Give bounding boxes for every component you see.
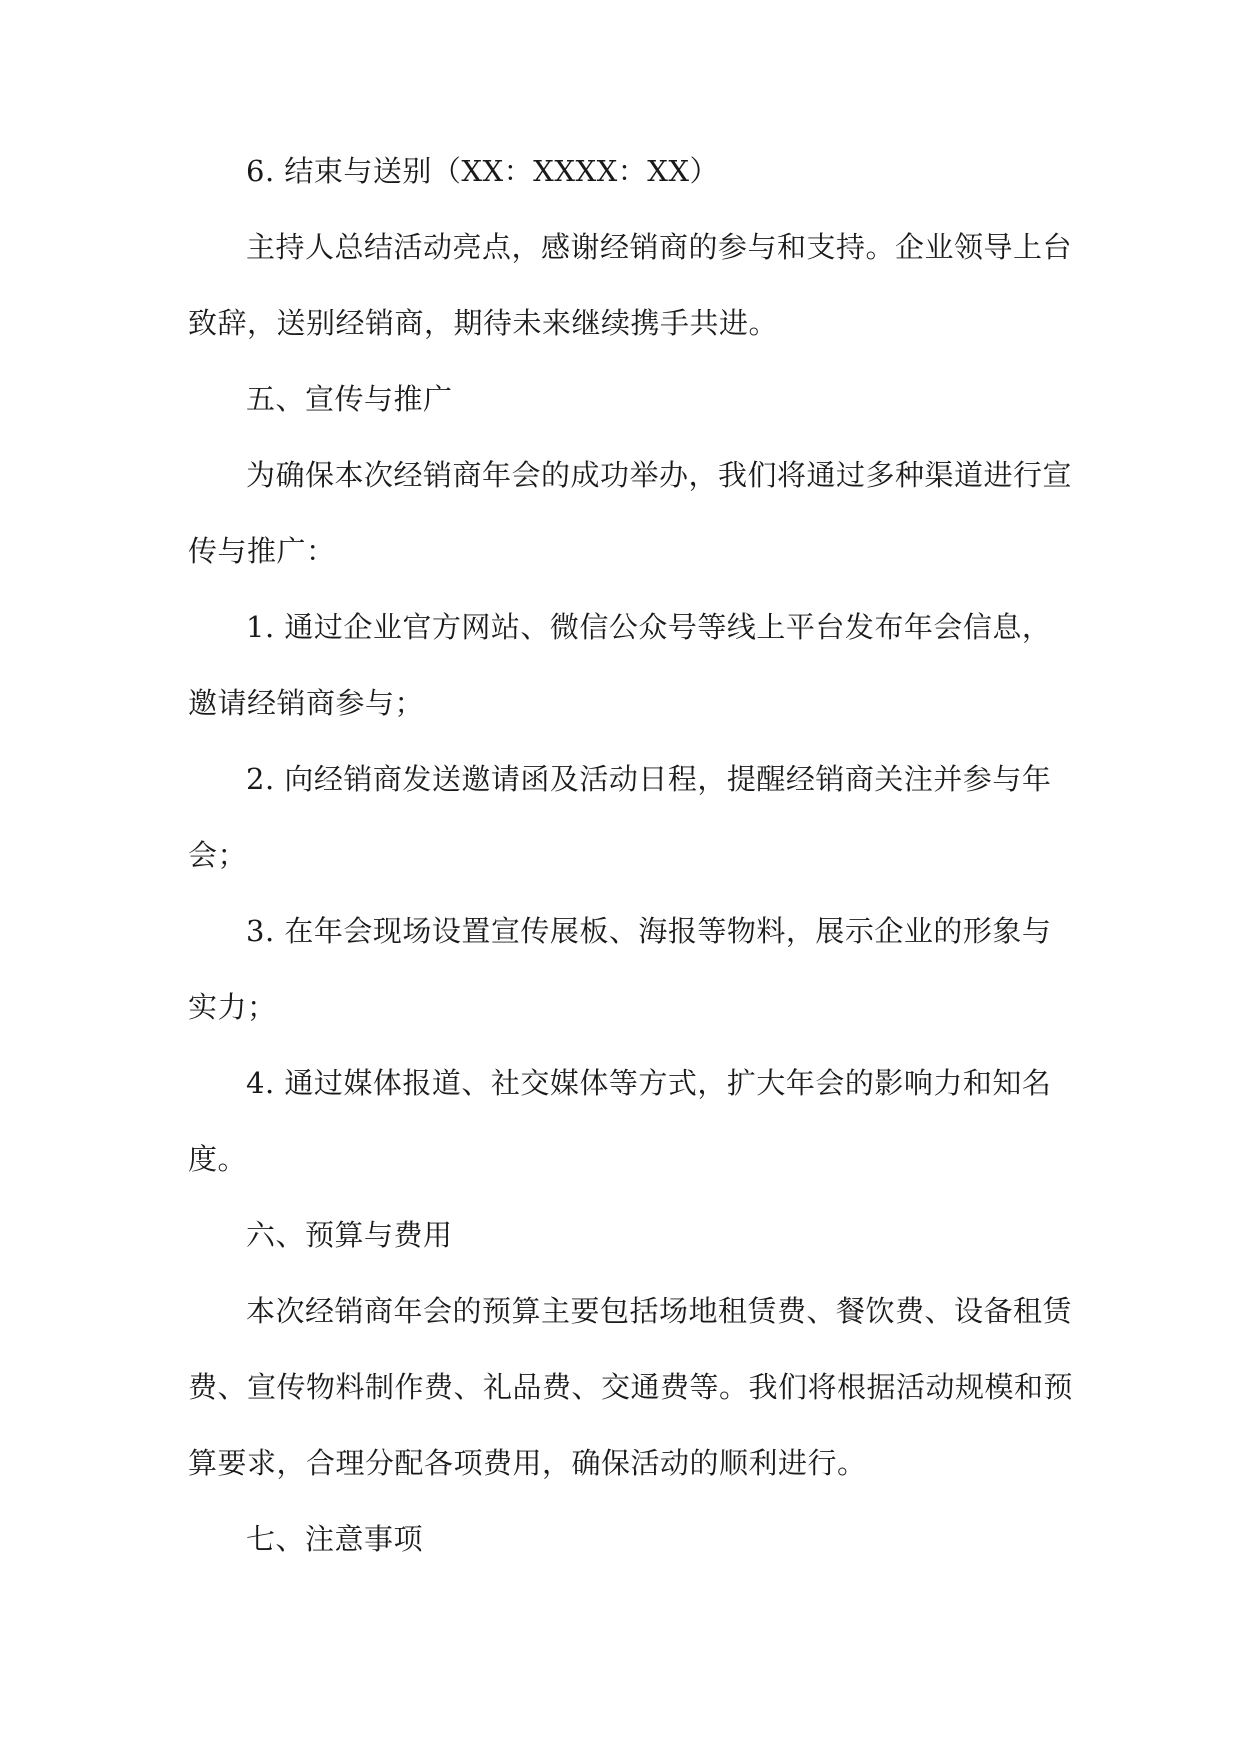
list-item-3-line-2: 实力； [188, 990, 277, 1024]
section-5-heading: 五、宣传与推广 [246, 382, 453, 416]
paragraph-promotion-line-2: 传与推广： [188, 534, 336, 568]
paragraph-budget-line-3: 算要求，合理分配各项费用，确保活动的顺利进行。 [188, 1446, 867, 1480]
paragraph-budget-line-1: 本次经销商年会的预算主要包括场地租赁费、餐饮费、设备租赁 [246, 1294, 1073, 1328]
list-item-1-line-1: 1. 通过企业官方网站、微信公众号等线上平台发布年会信息， [246, 610, 1052, 644]
list-item-2-line-2: 会； [188, 838, 248, 872]
paragraph-promotion-line-1: 为确保本次经销商年会的成功举办，我们将通过多种渠道进行宣 [246, 458, 1073, 492]
section-6-heading: 六、预算与费用 [246, 1218, 453, 1252]
list-item-3-line-1: 3. 在年会现场设置宣传展板、海报等物料，展示企业的形象与 [246, 914, 1052, 948]
section-7-heading: 七、注意事项 [246, 1522, 424, 1556]
list-item-1-line-2: 邀请经销商参与； [188, 686, 425, 720]
paragraph-budget-line-2: 费、宣传物料制作费、礼品费、交通费等。我们将根据活动规模和预 [188, 1370, 1074, 1404]
list-item-4-line-2: 度。 [188, 1142, 248, 1176]
paragraph-closing-line-1: 主持人总结活动亮点，感谢经销商的参与和支持。企业领导上台 [246, 230, 1073, 264]
paragraph-closing-line-2: 致辞，送别经销商，期待未来继续携手共进。 [188, 306, 779, 340]
list-item-2-line-1: 2. 向经销商发送邀请函及活动日程，提醒经销商关注并参与年 [246, 762, 1052, 796]
list-item-4-line-1: 4. 通过媒体报道、社交媒体等方式，扩大年会的影响力和知名 [246, 1066, 1052, 1100]
item-6-heading: 6. 结束与送别（XX：XXXX：XX） [246, 154, 720, 188]
